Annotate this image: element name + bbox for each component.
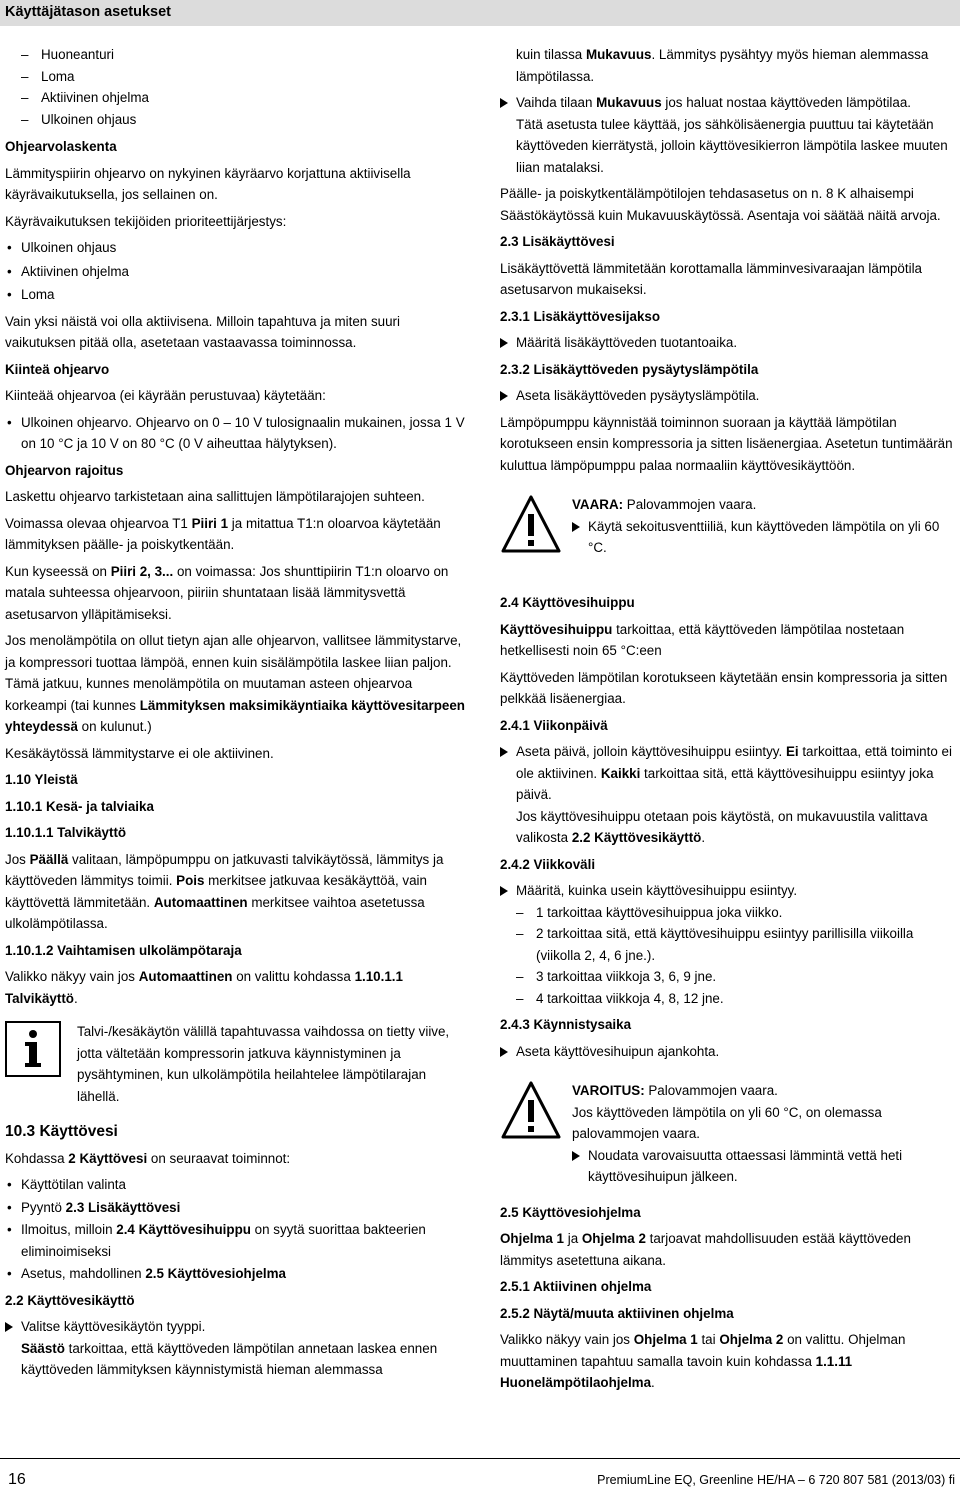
warning-notice xyxy=(500,1080,958,1188)
page-number: 16 xyxy=(8,1471,26,1488)
paragraph: Kiinteää ohjearvoa (ei käyrään perustuvaa) käytetään: xyxy=(5,388,326,403)
page-header xyxy=(0,0,960,26)
list-item: – Huoneanturi xyxy=(21,47,114,62)
paragraph: Laskettu ohjearvo tarkistetaan aina sallittujen lämpötilarajojen suhteen. xyxy=(5,489,425,504)
paragraph: Lämmityspiirin ohjearvo on nykyinen käyräarvo korjattuna aktiivisella käyrävaikutuksella, jos sellainen on. xyxy=(5,165,411,202)
header-title: Käyttäjätason asetukset xyxy=(5,4,172,20)
warning-triangle-icon xyxy=(500,1080,562,1149)
paragraph: Jos menolämpötila on ollut tietyn ajan alle ohjearvon, vallitsee lämmitystarve, ja kompressori tuottaa lämpöä, ennen kuin sisälämpötila laskee liian paljon. Tämä jatkuu, kunnes menolämpötila on muutaman asteen ohjearvoa korkeampi (tai kunnes Lämmityksen maksimikäyntiaika käyttövesitarpeen yhteydessä on kulunut.) xyxy=(5,633,465,734)
paragraph: Voimassa olevaa ohjearvoa T1 Piiri 1 ja mitattua T1:n oloarvoa käytetään lämmityksen päälle- ja poiskytkentään. xyxy=(5,515,441,552)
list-item: • Ulkoinen ohjaus xyxy=(7,240,117,255)
list-item: – Aktiivinen ohjelma xyxy=(21,90,149,105)
heading-10-3: 10.3 Käyttövesi xyxy=(5,1123,118,1140)
list-item: • Loma xyxy=(7,287,55,302)
action-item: Määritä, kuinka usein käyttövesihuippu esiintyy. xyxy=(500,880,958,902)
arrow-icon xyxy=(500,391,508,401)
list-item: • Ulkoinen ohjearvo. Ohjearvo on 0 – 10 V tulosignaalin mukainen, jossa 1 V on 10 °C ja 10 V on 80 °C (0 V aiheuttaa hälytyksen). xyxy=(7,414,465,451)
action-item: Valitse käyttövesikäytön tyyppi. xyxy=(5,1316,470,1338)
paragraph: Vain yksi näistä voi olla aktiivisena. Milloin tapahtuva ja miten suuri vaikutuksen pitää olla, asetetaan vastaavassa toiminnossa. xyxy=(5,313,400,350)
paragraph: Jos Päällä valitaan, lämpöpumppu on jatkuvasti talvikäytössä, lämmitys ja käyttöveden lämmitys toimii. Pois merkitsee jatkuvaa kesäkäyttöä, vain käyttövettä lämmitetään. Automaattinen merkitsee vaihtoa asetetussa ulkolämpötilassa. xyxy=(5,851,444,931)
heading-2-4: 2.4 Käyttövesihuippu xyxy=(500,595,635,610)
arrow-icon xyxy=(572,1151,580,1161)
action-detail: Jos käyttövesihuippu otetaan pois käytöstä, on mukavuustila valittava valikosta 2.2 Käyttövesikäyttö. xyxy=(516,808,928,845)
action-item: Käytä sekoitusventtiiliä, kun käyttöveden lämpötila on yli 60 °C. xyxy=(572,516,958,559)
heading-2-4-2: 2.4.2 Viikkoväli xyxy=(500,856,596,872)
heading-2-5: 2.5 Käyttövesiohjelma xyxy=(500,1204,641,1220)
heading-ohjearvon-rajoitus: Ohjearvon rajoitus xyxy=(5,462,124,478)
heading-2-5-1: 2.5.1 Aktiivinen ohjelma xyxy=(500,1279,652,1294)
list-item: – Loma xyxy=(21,68,75,84)
arrow-icon xyxy=(500,886,508,896)
list-item: • Käyttötilan valinta xyxy=(7,1177,126,1192)
warning-title: VAARA: Palovammojen vaara. xyxy=(572,497,757,512)
right-column xyxy=(500,44,958,1399)
heading-2-4-1: 2.4.1 Viikonpäivä xyxy=(500,717,608,733)
paragraph: Kun kyseessä on Piiri 2, 3... on voimassa: Jos shunttipiirin T1:n oloarvo on matala suhteessa ohjearvoon, piiriin shuntataan lisää lämmitysvettä asetusarvon ylläpitämiseksi. xyxy=(5,563,449,622)
paragraph: Lisäkäyttövettä lämmitetään korottamalla lämminvesivaraajan lämpötila asetusarvon mukaiseksi. xyxy=(500,260,922,297)
dash-list xyxy=(5,44,470,130)
arrow-icon xyxy=(500,338,508,348)
heading-kiintea-ohjearvo: Kiinteä ohjearvo xyxy=(5,361,110,377)
paragraph: Kohdassa 2 Käyttövesi on seuraavat toiminnot: xyxy=(5,1150,291,1166)
warning-title: VAROITUS: Palovammojen vaara. xyxy=(572,1083,778,1098)
arrow-icon xyxy=(572,522,580,532)
list-item: • Aktiivinen ohjelma xyxy=(7,263,129,279)
action-detail: Säästö tarkoittaa, että käyttöveden lämpötilan annetaan laskea ennen käyttöveden lämmityksen käynnistymistä hieman alemmassa xyxy=(21,1340,438,1377)
heading-2-2: 2.2 Käyttövesikäyttö xyxy=(5,1292,135,1308)
list-item: • Pyyntö 2.3 Lisäkäyttövesi xyxy=(7,1199,181,1215)
paragraph: Päälle- ja poiskytkentälämpötilojen tehdasasetus on n. 8 K alhaisempi Säästökäytössä kuin Mukavuuskäytössä. Asentaja voi säätää näitä arvoja. xyxy=(500,186,941,223)
bullet-list xyxy=(5,1174,470,1285)
warning-triangle-icon xyxy=(500,494,562,563)
arrow-icon xyxy=(5,1322,13,1332)
list-item: • Asetus, mahdollinen 2.5 Käyttövesiohjelma xyxy=(7,1266,286,1281)
paragraph: Ohjelma 1 ja Ohjelma 2 tarjoavat mahdollisuuden estää käyttöveden lämmitys asetettuna aikana. xyxy=(500,1231,911,1268)
paragraph: Käyttöveden lämpötilan korotukseen käytetään ensin kompressoria ja sitten pelkkää lisäenergiaa. xyxy=(500,669,948,706)
footer-text: PremiumLine EQ, Greenline HE/HA – 6 720 807 581 (2013/03) fi xyxy=(597,1473,955,1487)
dash-list xyxy=(500,902,958,1010)
paragraph: Valikko näkyy vain jos Ohjelma 1 tai Ohjelma 2 on valittu. Ohjelman muuttaminen tapahtuu samalla tavoin kuin kohdassa 1.1.11 Huonelämpötilaohjelma. xyxy=(500,1332,906,1390)
list-item: – 1 tarkoittaa käyttövesihuippua joka viikko. xyxy=(516,904,783,920)
warning-notice xyxy=(500,494,958,578)
action-item: Määritä lisäkäyttöveden tuotantoaika. xyxy=(500,332,958,354)
heading-2-3-1: 2.3.1 Lisäkäyttövesijakso xyxy=(500,308,661,324)
heading-ohjearvolaskenta: Ohjearvolaskenta xyxy=(5,139,117,154)
info-text: Talvi-/kesäkäytön välillä tapahtuvassa vaihdossa on tietty viive, jotta vältetään kompressorin jatkuva käynnistyminen ja pysähtyminen, kun ulkolämpötila heilahtelee lämpötilarajan lähellä. xyxy=(77,1024,450,1104)
paragraph: Lämpöpumppu käynnistää toiminnon suoraan ja käyttää lämpötilan korotukseen ensin kompressoria ja sitten lisäenergiaa. Asetetun tuntimäärän kuluttua lämpöpumppu palaa normaaliin käyttövesikäyttöön. xyxy=(500,414,953,473)
info-notice xyxy=(5,1021,470,1107)
action-detail: Tätä asetusta tulee käyttää, jos sähkölisäenergia puuttuu tai käytetään käyttöveden kierrätystä, jolloin käyttövesikierron lämpötila laskee muuten liian matalaksi. xyxy=(516,116,948,175)
heading-1-10-1-2: 1.10.1.2 Vaihtamisen ulkolämpötaraja xyxy=(5,942,242,958)
action-item: Aseta päivä, jolloin käyttövesihuippu esiintyy. Ei tarkoittaa, että toiminto ei ole aktiivinen. Kaikki tarkoittaa sitä, että käyttövesihuippu esiintyy joka päivä. xyxy=(500,741,958,806)
action-item: Aseta käyttövesihuipun ajankohta. xyxy=(500,1041,958,1063)
heading-2-3-2: 2.3.2 Lisäkäyttöveden pysäytyslämpötila xyxy=(500,361,759,377)
action-item: Vaihda tilaan Mukavuus jos haluat nostaa käyttöveden lämpötilaa. xyxy=(500,92,958,114)
action-item: Aseta lisäkäyttöveden pysäytyslämpötila. xyxy=(500,385,958,407)
paragraph: Kesäkäytössä lämmitystarve ei ole aktiivinen. xyxy=(5,745,274,761)
warning-text: Jos käyttöveden lämpötila on yli 60 °C, on olemassa palovammojen vaara. xyxy=(572,1104,882,1141)
arrow-icon xyxy=(500,98,508,108)
arrow-icon xyxy=(500,747,508,757)
list-item: – 4 tarkoittaa viikkoja 4, 8, 12 jne. xyxy=(516,990,724,1006)
paragraph: Käyrävaikutuksen tekijöiden prioriteettijärjestys: xyxy=(5,213,287,229)
bullet-list xyxy=(5,237,470,306)
list-item: • Ilmoitus, milloin 2.4 Käyttövesihuippu on syytä suorittaa bakteerien eliminoimiseksi xyxy=(7,1222,426,1259)
heading-2-4-3: 2.4.3 Käynnistysaika xyxy=(500,1017,632,1032)
action-item: Noudata varovaisuutta ottaessasi lämmintä vettä heti käyttövesihuipun jälkeen. xyxy=(572,1145,958,1188)
info-icon xyxy=(5,1021,61,1084)
heading-2-3: 2.3 Lisäkäyttövesi xyxy=(500,234,615,249)
page-footer xyxy=(0,1458,960,1488)
paragraph: Käyttövesihuippu tarkoittaa, että käyttöveden lämpötilaa nostetaan hetkellisesti noin 65 °C:een xyxy=(500,621,905,658)
arrow-icon xyxy=(500,1047,508,1057)
paragraph: kuin tilassa Mukavuus. Lämmitys pysähtyy myös hieman alemmassa lämpötilassa. xyxy=(516,47,929,84)
list-item: – 2 tarkoittaa sitä, että käyttövesihuippu esiintyy parillisilla viikoilla (viikolla 2, 4, 6 jne.). xyxy=(516,926,914,963)
heading-1-10-1: 1.10.1 Kesä- ja talviaika xyxy=(5,798,154,814)
left-column xyxy=(5,44,470,1381)
heading-1-10-1-1: 1.10.1.1 Talvikäyttö xyxy=(5,825,127,840)
paragraph: Valikko näkyy vain jos Automaattinen on valittu kohdassa 1.10.1.1 Talvikäyttö. xyxy=(5,969,403,1006)
list-item: – Ulkoinen ohjaus xyxy=(21,111,137,127)
heading-1-10: 1.10 Yleistä xyxy=(5,772,78,787)
heading-2-5-2: 2.5.2 Näytä/muuta aktiivinen ohjelma xyxy=(500,1305,734,1321)
list-item: – 3 tarkoittaa viikkoja 3, 6, 9 jne. xyxy=(516,969,717,984)
